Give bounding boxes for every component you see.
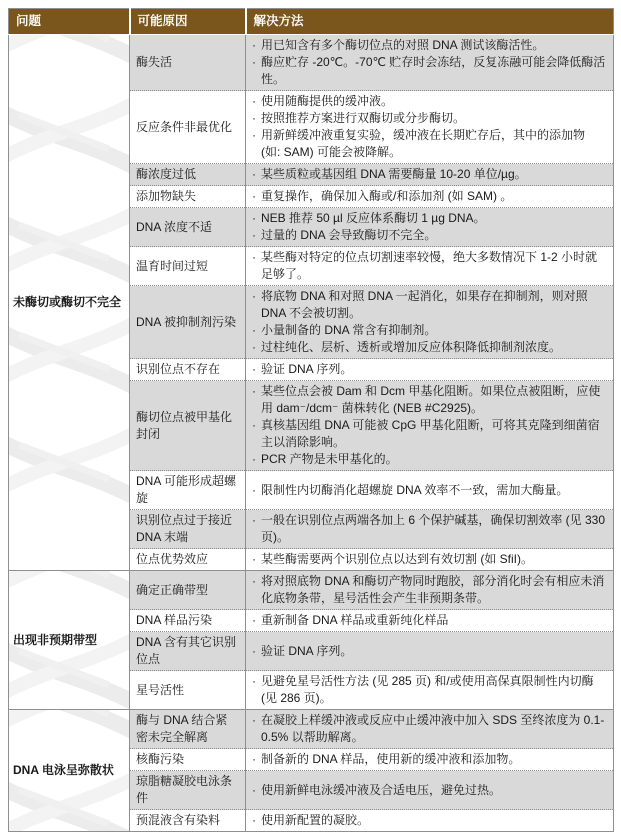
bullet-icon: · xyxy=(252,782,256,797)
cause-cell: 核酶污染 xyxy=(130,749,246,771)
solution-text: 某些酶对特定的位点切割速率较慢，绝大多数情况下 1-2 小时就足够了。 xyxy=(261,250,598,281)
solution-text: 验证 DNA 序列。 xyxy=(261,362,353,376)
solution-text: 见避免星号活性方法 (见 285 页) 和/或使用高保真限制性内切酶 (见 286 页)。 xyxy=(261,674,594,705)
solution-cell xyxy=(246,381,614,471)
cause-cell: DNA 样品污染 xyxy=(130,610,246,632)
solution-item xyxy=(252,127,606,161)
bullet-icon: · xyxy=(252,752,256,766)
bullet-icon: · xyxy=(252,167,256,181)
solution-cell xyxy=(246,749,614,771)
table-body xyxy=(9,35,614,832)
problem-label: 未酶切或酶切不完全 xyxy=(13,295,122,309)
cause-cell: DNA 被抑制剂污染 xyxy=(130,286,246,359)
solution-item xyxy=(252,383,606,417)
cause-cell: 酶与 DNA 结合紧密未完全解离 xyxy=(130,710,246,749)
cause-cell: 酶切位点被甲基化封闭 xyxy=(130,381,246,471)
cause-cell: DNA 含有其它识别位点 xyxy=(130,632,246,671)
solution-item xyxy=(252,249,606,283)
solution-item xyxy=(252,782,606,799)
solution-text: 某些酶需要两个识别位点以达到有效切割 (如 SfiI)。 xyxy=(261,552,533,566)
solution-item xyxy=(252,751,606,768)
bullet-icon: · xyxy=(252,482,256,497)
solution-cell xyxy=(246,771,614,810)
solution-item xyxy=(252,188,606,205)
solution-text: 某些位点会被 Dam 和 Dcm 甲基化阻断。如果位点被阻断，应使用 dam⁻/dcm⁻ 菌株转化 (NEB #C2925)。 xyxy=(261,384,601,415)
bullet-icon: · xyxy=(252,228,256,242)
solution-item xyxy=(252,417,606,451)
solution-text: 限制性内切酶消化超螺旋 DNA 效率不一致，需加大酶量。 xyxy=(261,482,569,497)
problem-cell xyxy=(9,35,130,571)
cause-cell: 酶失活 xyxy=(130,35,246,91)
header-problem: 问题 xyxy=(9,9,130,35)
solution-text: 使用新鲜电泳缓冲液及合适电压，避免过热。 xyxy=(261,782,502,797)
solution-cell xyxy=(246,91,614,164)
cause-cell: 预混液含有染料 xyxy=(130,810,246,832)
solution-item xyxy=(252,110,606,127)
solution-text: 制备新的 DNA 样品，使用新的缓冲液和添加物。 xyxy=(261,752,521,766)
solution-item xyxy=(252,288,606,322)
solution-cell xyxy=(246,286,614,359)
solution-cell xyxy=(246,671,614,710)
solution-item xyxy=(252,37,606,54)
solution-cell xyxy=(246,632,614,671)
bullet-icon: · xyxy=(252,250,256,264)
bullet-icon: · xyxy=(252,38,256,52)
solution-item xyxy=(252,512,606,546)
solution-item xyxy=(252,322,606,339)
solution-cell xyxy=(246,710,614,749)
cause-cell: 琼脂糖凝胶电泳条件 xyxy=(130,771,246,810)
bullet-icon: · xyxy=(252,713,256,727)
solution-cell xyxy=(246,164,614,186)
solution-item xyxy=(252,227,606,244)
solution-text: 过柱纯化、层析、透析或增加反应体积降低抑制剂浓度。 xyxy=(261,340,562,354)
bullet-icon: · xyxy=(252,289,256,303)
bullet-icon: · xyxy=(252,128,256,142)
solution-cell xyxy=(246,247,614,286)
solution-item xyxy=(252,673,606,707)
table-row xyxy=(9,35,614,91)
bullet-icon: · xyxy=(252,643,256,658)
solution-item xyxy=(252,361,606,378)
cause-cell: 位点优势效应 xyxy=(130,549,246,571)
cause-cell: DNA 可能形成超螺旋 xyxy=(130,471,246,510)
solution-text: 使用随酶提供的缓冲液。 xyxy=(261,94,394,108)
solution-item xyxy=(252,573,606,607)
problem-label: DNA 电泳呈弥散状 xyxy=(13,763,114,777)
solution-text: 真核基因组 DNA 可能被 CpG 甲基化阻断，可将其克隆到细菌宿主以消除影响。 xyxy=(261,418,600,449)
solution-text: 酶应贮存 -20℃。-70℃ 贮存时会冻结，反复冻融可能会降低酶活性。 xyxy=(261,55,606,86)
solution-item xyxy=(252,93,606,110)
solution-cell xyxy=(246,186,614,208)
bullet-icon: · xyxy=(252,452,256,466)
dna-helix-watermark xyxy=(9,35,130,515)
cause-cell: 温育时间过短 xyxy=(130,247,246,286)
solution-cell xyxy=(246,549,614,571)
solution-text: 过量的 DNA 会导致酶切不完全。 xyxy=(261,228,437,242)
solution-item xyxy=(252,210,606,227)
bullet-icon: · xyxy=(252,813,256,827)
cause-cell: 识别位点过于接近 DNA 末端 xyxy=(130,510,246,549)
header-cause: 可能原因 xyxy=(130,9,246,35)
solution-text: NEB 推荐 50 µl 反应体系酶切 1 µg DNA。 xyxy=(261,211,486,225)
bullet-icon: · xyxy=(252,340,256,354)
header-row xyxy=(9,9,614,35)
solution-item xyxy=(252,812,606,829)
solution-text: 用已知含有多个酶切位点的对照 DNA 测试该酶活性。 xyxy=(261,38,545,52)
solution-item xyxy=(252,643,606,660)
solution-text: 按照推荐方案进行双酶切或分步酶切。 xyxy=(261,111,466,125)
problem-cell xyxy=(9,571,130,710)
solution-text: 使用新配置的凝胶。 xyxy=(261,813,370,827)
solution-text: PCR 产物是未甲基化的。 xyxy=(261,452,398,466)
solution-text: 一般在识别位点两端各加上 6 个保护碱基，确保切割效率 (见 330 页)。 xyxy=(261,513,606,544)
solution-cell xyxy=(246,610,614,632)
problem-cell xyxy=(9,710,130,832)
solution-item xyxy=(252,482,606,499)
bullet-icon: · xyxy=(252,513,256,527)
solution-item xyxy=(252,54,606,88)
solution-cell xyxy=(246,471,614,510)
bullet-icon: · xyxy=(252,189,256,203)
solution-text: 在凝胶上样缓冲液或反应中止缓冲液中加入 SDS 至终浓度为 0.1-0.5% 以帮助解离。 xyxy=(261,713,605,744)
solution-cell xyxy=(246,208,614,247)
problem-label: 出现非预期带型 xyxy=(13,632,98,647)
bullet-icon: · xyxy=(252,384,256,398)
solution-item xyxy=(252,451,606,468)
solution-text: 某些质粒或基因组 DNA 需要酶量 10-20 单位/µg。 xyxy=(261,167,527,181)
cause-cell: 确定正确带型 xyxy=(130,571,246,610)
solution-item xyxy=(252,551,606,568)
solution-text: 用新鲜缓冲液重复实验，缓冲液在长期贮存后，其中的添加物 (如: SAM) 可能会被降解。 xyxy=(261,128,586,159)
solution-text: 小量制备的 DNA 常含有抑制剂。 xyxy=(261,323,437,337)
solution-cell xyxy=(246,510,614,549)
cause-cell: DNA 浓度不适 xyxy=(130,208,246,247)
bullet-icon: · xyxy=(252,55,256,69)
solution-text: 将对照底物 DNA 和酶切产物同时跑胶，部分消化时会有相应未消化底物条带，星号活性会产生非预期条带。 xyxy=(261,574,605,605)
bullet-icon: · xyxy=(252,111,256,125)
solution-cell xyxy=(246,359,614,381)
bullet-icon: · xyxy=(252,552,256,566)
cause-cell: 反应条件非最优化 xyxy=(130,91,246,164)
bullet-icon: · xyxy=(252,418,256,432)
solution-item xyxy=(252,612,606,629)
bullet-icon: · xyxy=(252,574,256,588)
bullet-icon: · xyxy=(252,94,256,108)
cause-cell: 星号活性 xyxy=(130,671,246,710)
solution-item xyxy=(252,712,606,746)
solution-text: 验证 DNA 序列。 xyxy=(261,643,353,658)
solution-text: 重新制备 DNA 样品或重新纯化样品 xyxy=(261,613,449,627)
solution-item xyxy=(252,166,606,183)
bullet-icon: · xyxy=(252,362,256,376)
bullet-icon: · xyxy=(252,323,256,337)
solution-cell xyxy=(246,571,614,610)
cause-cell: 酶浓度过低 xyxy=(130,164,246,186)
table-header xyxy=(9,9,614,35)
table-row xyxy=(9,710,614,749)
bullet-icon: · xyxy=(252,613,256,627)
cause-cell: 添加物缺失 xyxy=(130,186,246,208)
bullet-icon: · xyxy=(252,674,256,688)
header-solution: 解决方法 xyxy=(246,9,614,35)
solution-text: 将底物 DNA 和对照 DNA 一起消化，如果存在抑制剂，则对照 DNA 不会被切割。 xyxy=(261,289,588,320)
solution-text: 重复操作，确保加入酶或/和添加剂 (如 SAM) 。 xyxy=(261,189,513,203)
table-row xyxy=(9,571,614,610)
solution-item xyxy=(252,339,606,356)
troubleshooting-table xyxy=(8,8,614,832)
solution-cell xyxy=(246,35,614,91)
bullet-icon: · xyxy=(252,211,256,225)
cause-cell: 识别位点不存在 xyxy=(130,359,246,381)
